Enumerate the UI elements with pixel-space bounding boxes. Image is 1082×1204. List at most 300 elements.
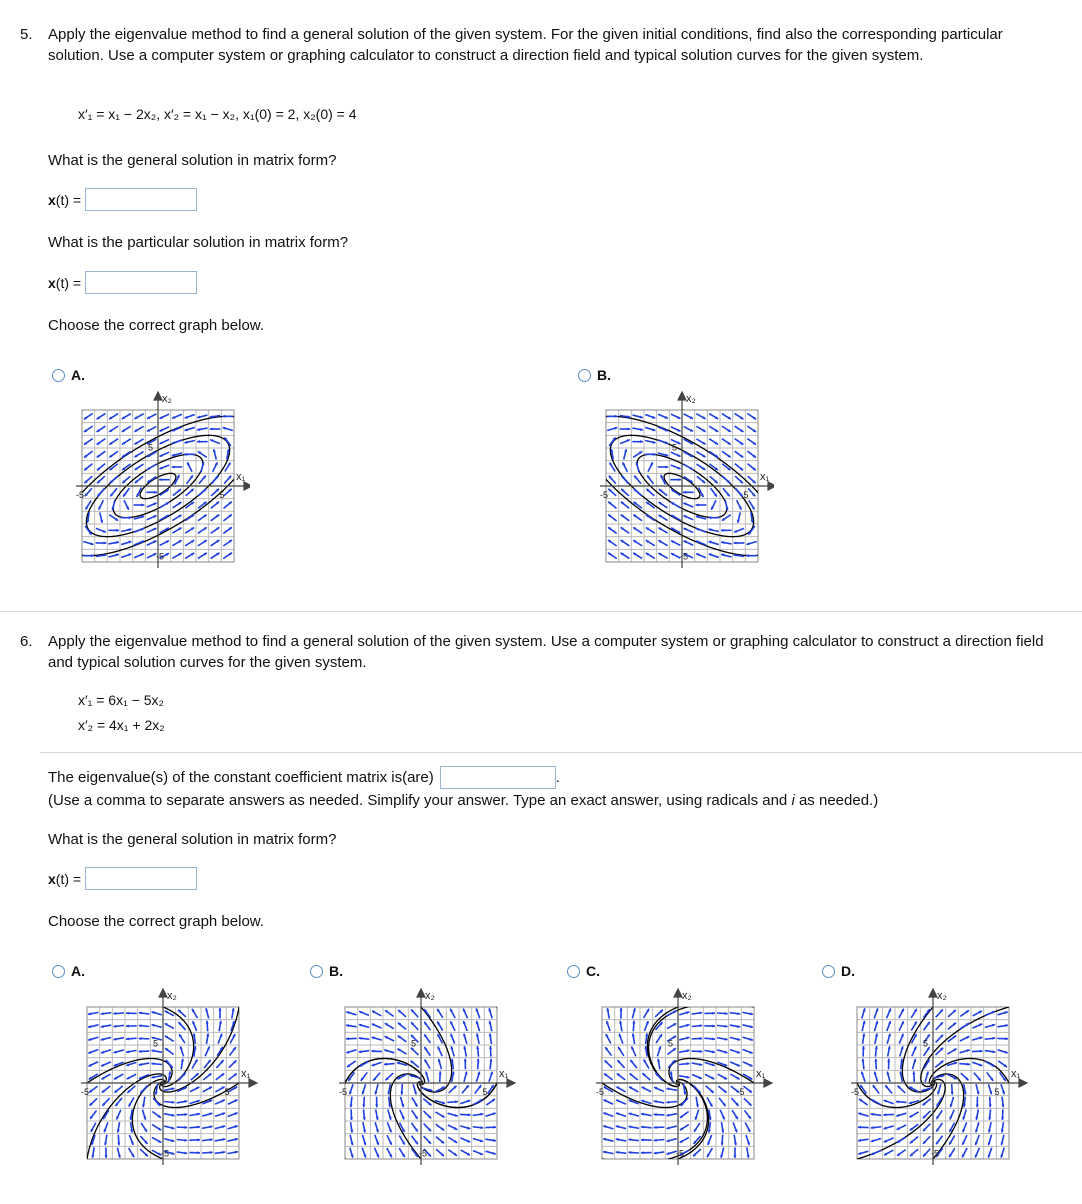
field-arrow xyxy=(887,1021,891,1031)
field-arrow xyxy=(147,464,156,469)
field-arrow xyxy=(122,476,130,483)
field-arrow xyxy=(748,526,754,535)
q6-graph-question: Choose the correct graph below. xyxy=(48,913,264,930)
field-arrow xyxy=(692,1075,702,1080)
tick-label-x-pos: 5 xyxy=(219,490,225,500)
divider xyxy=(0,611,1082,612)
field-arrow xyxy=(411,1022,418,1030)
field-arrow xyxy=(696,426,705,431)
field-arrow xyxy=(387,1122,391,1132)
field-arrow xyxy=(608,502,616,509)
field-arrow xyxy=(603,1151,613,1154)
field-arrow xyxy=(199,476,206,484)
field-arrow xyxy=(424,1022,430,1031)
radio-button[interactable] xyxy=(822,965,835,978)
field-arrow xyxy=(859,1099,868,1105)
field-arrow xyxy=(743,1037,753,1041)
field-arrow xyxy=(210,439,220,443)
solution-curve xyxy=(162,1007,194,1087)
field-arrow xyxy=(737,513,740,523)
field-arrow xyxy=(709,553,719,557)
field-arrow xyxy=(122,439,131,445)
field-arrow xyxy=(178,1073,185,1081)
field-arrow xyxy=(412,1097,417,1106)
field-arrow xyxy=(646,527,655,533)
field-arrow xyxy=(668,1060,675,1068)
field-arrow xyxy=(201,462,204,472)
q6-eigen-row xyxy=(48,766,560,789)
field-arrow xyxy=(359,1050,370,1053)
field-arrow xyxy=(658,515,667,521)
field-arrow xyxy=(109,554,119,558)
field-arrow xyxy=(141,1123,147,1132)
field-arrow xyxy=(109,451,118,457)
field-arrow xyxy=(735,464,743,471)
q5-particular-question: What is the particular solution in matrix form? xyxy=(48,234,349,251)
field-arrow xyxy=(121,541,131,545)
field-arrow xyxy=(164,1139,174,1143)
field-arrow xyxy=(108,529,119,532)
field-arrow xyxy=(173,502,182,508)
field-arrow xyxy=(88,1037,98,1041)
field-arrow xyxy=(151,1049,161,1052)
field-arrow xyxy=(720,1110,725,1120)
field-arrow xyxy=(146,491,157,494)
field-arrow xyxy=(165,1048,174,1054)
field-arrow xyxy=(223,540,232,546)
field-arrow xyxy=(140,1136,147,1144)
field-arrow xyxy=(621,527,630,533)
field-arrow xyxy=(899,1009,904,1018)
radio-button[interactable] xyxy=(567,965,580,978)
field-arrow xyxy=(721,1122,724,1132)
field-arrow xyxy=(899,1034,903,1044)
field-arrow xyxy=(229,1047,235,1055)
tick-label-x-neg: -5 xyxy=(81,1087,90,1097)
field-arrow xyxy=(85,526,91,535)
field-arrow xyxy=(153,1098,160,1106)
field-arrow xyxy=(692,1011,703,1014)
field-arrow xyxy=(900,1046,904,1056)
field-arrow xyxy=(211,527,220,533)
field-arrow xyxy=(435,1112,444,1117)
field-arrow xyxy=(683,515,693,520)
field-arrow xyxy=(99,500,104,510)
field-arrow xyxy=(177,1100,187,1103)
q5-particular-answer-input[interactable] xyxy=(85,271,197,294)
field-arrow xyxy=(972,1037,982,1041)
field-arrow xyxy=(748,464,756,471)
field-arrow xyxy=(463,1008,468,1018)
field-arrow xyxy=(385,1036,395,1041)
field-arrow xyxy=(179,1034,185,1043)
field-arrow xyxy=(747,451,755,457)
field-arrow xyxy=(858,1126,869,1129)
field-arrow xyxy=(362,1135,366,1145)
field-arrow xyxy=(116,1110,121,1120)
field-arrow xyxy=(680,1137,689,1142)
field-arrow xyxy=(960,1010,969,1016)
field-arrow xyxy=(436,1137,444,1144)
field-arrow xyxy=(644,1059,649,1068)
tick-label-x-neg: -5 xyxy=(76,490,85,500)
radio-button[interactable] xyxy=(52,369,65,382)
field-arrow xyxy=(113,1038,123,1041)
field-arrow xyxy=(159,478,170,481)
field-arrow xyxy=(633,415,643,419)
phase-plane-svg xyxy=(330,983,520,1173)
field-arrow xyxy=(475,1085,481,1093)
field-arrow xyxy=(372,1062,382,1066)
field-arrow xyxy=(730,1025,740,1028)
x1-axis-label: x₁ xyxy=(756,1068,766,1080)
field-arrow xyxy=(704,1025,715,1028)
radio-button[interactable] xyxy=(310,965,323,978)
field-arrow xyxy=(949,1148,955,1157)
field-arrow xyxy=(189,1126,200,1129)
field-arrow xyxy=(671,489,680,495)
field-arrow xyxy=(215,1112,225,1116)
field-arrow xyxy=(385,1010,394,1016)
q5-general-answer-input[interactable] xyxy=(85,188,197,211)
field-arrow xyxy=(186,475,192,484)
field-arrow xyxy=(607,415,618,418)
field-arrow xyxy=(862,1059,865,1070)
field-arrow xyxy=(223,553,232,559)
field-arrow xyxy=(862,1008,866,1018)
field-arrow xyxy=(987,1072,993,1080)
field-arrow xyxy=(718,1086,726,1093)
field-arrow xyxy=(633,515,642,521)
field-arrow xyxy=(152,1011,162,1015)
x2-axis-label: x₂ xyxy=(167,990,177,1002)
field-arrow xyxy=(424,1124,431,1132)
field-arrow xyxy=(680,1112,689,1118)
field-arrow xyxy=(717,1012,728,1015)
field-arrow xyxy=(696,1097,699,1107)
field-arrow xyxy=(858,1151,868,1155)
radio-button[interactable] xyxy=(578,369,591,382)
tick-label-y-neg: -5 xyxy=(680,551,689,562)
field-arrow xyxy=(363,1109,366,1120)
field-arrow xyxy=(644,1009,649,1018)
field-arrow xyxy=(630,1073,638,1080)
field-arrow xyxy=(603,1125,613,1129)
tick-label-x-neg: -5 xyxy=(339,1087,348,1097)
field-arrow xyxy=(84,439,93,445)
field-arrow xyxy=(671,414,681,419)
field-arrow xyxy=(936,1022,943,1030)
field-arrow xyxy=(949,1135,954,1144)
field-arrow xyxy=(139,1011,150,1014)
q5-general-question: What is the general solution in matrix form? xyxy=(48,152,337,169)
field-arrow xyxy=(734,528,744,532)
tick-label-y-pos: 5 xyxy=(411,1038,417,1049)
radio-button[interactable] xyxy=(52,965,65,978)
field-arrow xyxy=(160,540,169,545)
field-arrow xyxy=(603,1138,613,1141)
field-arrow xyxy=(871,1126,882,1129)
field-arrow xyxy=(973,1011,982,1016)
field-arrow xyxy=(923,1149,930,1157)
field-arrow xyxy=(654,1100,664,1103)
field-arrow xyxy=(385,1023,394,1029)
field-arrow xyxy=(985,1037,996,1040)
field-arrow xyxy=(476,1046,479,1057)
field-arrow xyxy=(633,527,642,533)
field-arrow xyxy=(129,1135,133,1145)
x1-axis-label: x₁ xyxy=(241,1068,251,1080)
field-arrow xyxy=(858,1139,869,1142)
field-arrow xyxy=(121,516,132,519)
field-arrow xyxy=(641,1126,652,1129)
field-arrow xyxy=(985,1050,996,1053)
field-arrow xyxy=(206,1021,209,1032)
q6-option-b[interactable]: B. xyxy=(310,963,343,979)
field-arrow xyxy=(747,1147,750,1157)
tick-label-y-pos: 5 xyxy=(148,442,154,453)
field-arrow xyxy=(147,477,156,483)
q6-option-a[interactable]: A. xyxy=(52,963,85,979)
field-arrow xyxy=(641,1151,652,1154)
field-arrow xyxy=(165,1023,174,1028)
field-arrow xyxy=(172,553,181,558)
field-arrow xyxy=(709,414,718,419)
field-arrow xyxy=(126,1012,137,1015)
field-arrow xyxy=(616,1138,626,1141)
field-arrow xyxy=(874,1072,878,1082)
field-arrow xyxy=(910,1124,919,1130)
field-arrow xyxy=(88,1012,98,1015)
field-arrow xyxy=(730,1050,740,1054)
field-arrow xyxy=(654,1151,665,1154)
field-arrow xyxy=(192,1059,197,1068)
field-arrow xyxy=(936,1136,942,1145)
field-arrow xyxy=(151,1076,161,1079)
q6-eigen-hint: (Use a comma to separate answers as needed. Simplify your answer. Type an exact answer, using radicals and i as needed.) xyxy=(48,792,879,809)
tick-label-x-pos: 5 xyxy=(994,1087,1000,1097)
field-arrow xyxy=(658,465,669,468)
field-arrow xyxy=(202,1113,212,1117)
field-arrow xyxy=(110,476,118,483)
field-arrow xyxy=(102,1086,110,1093)
field-arrow xyxy=(871,1151,881,1155)
field-arrow xyxy=(717,1050,727,1054)
field-arrow xyxy=(450,1009,455,1018)
field-arrow xyxy=(476,1021,480,1031)
field-arrow xyxy=(219,1021,222,1031)
field-arrow xyxy=(912,1059,916,1069)
field-arrow xyxy=(642,1073,650,1080)
field-arrow xyxy=(152,1125,161,1131)
field-arrow xyxy=(152,1137,161,1142)
field-arrow xyxy=(679,1049,689,1052)
field-arrow xyxy=(476,1033,479,1043)
field-arrow xyxy=(884,1138,894,1143)
field-arrow xyxy=(654,1113,665,1116)
field-arrow xyxy=(684,414,693,419)
field-arrow xyxy=(197,415,207,419)
field-arrow xyxy=(350,1109,353,1120)
field-arrow xyxy=(730,1012,741,1015)
field-arrow xyxy=(359,1011,369,1015)
field-arrow xyxy=(102,1098,109,1106)
field-arrow xyxy=(448,1137,457,1143)
field-arrow xyxy=(122,426,131,432)
field-arrow xyxy=(473,1151,483,1155)
field-arrow xyxy=(147,541,157,546)
field-arrow xyxy=(184,453,195,456)
field-arrow xyxy=(696,528,706,532)
q6-option-c[interactable]: C. xyxy=(567,963,600,979)
field-arrow xyxy=(707,1097,712,1106)
field-arrow xyxy=(412,1123,418,1132)
q6-graph-d xyxy=(842,983,1032,1173)
field-arrow xyxy=(113,1012,124,1015)
field-arrow xyxy=(646,515,655,521)
field-arrow xyxy=(657,1059,660,1069)
field-arrow xyxy=(122,414,131,419)
field-arrow xyxy=(185,427,195,431)
field-arrow xyxy=(198,540,207,546)
q6-eigen-input[interactable] xyxy=(440,766,556,789)
field-arrow xyxy=(185,415,195,419)
field-arrow xyxy=(684,452,693,457)
field-arrow xyxy=(346,1011,356,1015)
field-arrow xyxy=(411,1009,418,1017)
field-arrow xyxy=(695,1110,699,1120)
field-arrow xyxy=(679,1062,690,1065)
field-arrow xyxy=(696,452,705,458)
field-arrow xyxy=(621,553,630,559)
field-arrow xyxy=(215,1100,225,1105)
q5-number: 5. xyxy=(20,26,33,43)
field-arrow xyxy=(683,491,694,494)
q5-option-a[interactable]: A. xyxy=(52,367,85,383)
field-arrow xyxy=(129,1148,134,1157)
field-arrow xyxy=(960,1023,969,1029)
field-arrow xyxy=(692,1037,703,1040)
field-arrow xyxy=(202,1151,213,1154)
q5-prompt: Apply the eigenvalue method to find a general solution of the given system. For the given initial conditions, find also the corresponding particular solution. Use a computer system or graphing calculator to construct a direction field and typical solution curves for the given system. xyxy=(48,26,1003,64)
field-arrow xyxy=(975,1122,979,1132)
field-arrow xyxy=(883,1113,894,1116)
field-arrow xyxy=(177,1113,188,1116)
field-arrow xyxy=(224,502,232,509)
q5-general-answer-row xyxy=(48,188,197,211)
q5-equation: x′₁ = x₁ − 2x₂, x′₂ = x₁ − x₂, x₁(0) = 2, x₂(0) = 4 xyxy=(78,106,357,122)
field-arrow xyxy=(684,541,694,546)
q6-general-answer-input[interactable] xyxy=(85,867,197,890)
field-arrow xyxy=(747,542,757,546)
field-arrow xyxy=(937,1084,941,1094)
field-arrow xyxy=(862,1021,865,1031)
field-arrow xyxy=(962,1135,967,1145)
field-arrow xyxy=(363,1122,366,1132)
field-arrow xyxy=(448,1125,458,1130)
field-arrow xyxy=(172,440,182,444)
field-arrow xyxy=(213,462,218,472)
field-arrow xyxy=(976,1084,979,1094)
field-arrow xyxy=(723,488,730,496)
field-arrow xyxy=(634,489,642,496)
field-arrow xyxy=(142,1097,145,1107)
field-arrow xyxy=(748,488,755,496)
field-arrow xyxy=(730,1037,740,1040)
field-arrow xyxy=(438,1059,442,1069)
field-arrow xyxy=(139,1050,150,1053)
field-arrow xyxy=(189,1138,200,1141)
field-arrow xyxy=(985,1061,994,1066)
field-arrow xyxy=(84,451,92,457)
field-arrow xyxy=(681,1098,688,1106)
field-arrow xyxy=(608,514,616,520)
field-arrow xyxy=(172,465,183,468)
field-arrow xyxy=(735,413,744,419)
field-arrow xyxy=(632,1033,635,1043)
field-arrow xyxy=(862,1033,865,1044)
field-arrow xyxy=(177,1126,188,1129)
field-arrow xyxy=(897,1125,907,1130)
field-arrow xyxy=(948,1010,956,1017)
field-arrow xyxy=(711,500,716,510)
phase-plane-svg xyxy=(72,983,262,1173)
field-arrow xyxy=(671,515,680,520)
field-arrow xyxy=(748,476,756,483)
x1-axis-label: x₁ xyxy=(499,1068,509,1080)
q6-option-d[interactable]: D. xyxy=(822,963,855,979)
field-arrow xyxy=(684,477,693,483)
field-arrow xyxy=(112,500,115,510)
field-arrow xyxy=(871,1099,880,1104)
field-arrow xyxy=(486,1151,496,1155)
field-arrow xyxy=(97,413,106,419)
q5-option-b[interactable]: B. xyxy=(578,367,611,383)
field-arrow xyxy=(151,1062,162,1065)
phase-plane-svg xyxy=(594,385,774,575)
field-arrow xyxy=(658,414,668,418)
field-arrow xyxy=(912,1046,917,1056)
field-arrow xyxy=(177,1139,188,1142)
field-arrow xyxy=(164,1114,174,1117)
field-arrow xyxy=(666,1101,677,1104)
field-arrow xyxy=(147,515,157,520)
field-arrow xyxy=(654,1087,664,1092)
field-arrow xyxy=(411,1048,419,1055)
field-arrow xyxy=(172,528,181,533)
field-arrow xyxy=(96,541,107,544)
field-arrow xyxy=(742,1025,752,1028)
field-arrow xyxy=(211,502,219,509)
field-arrow xyxy=(936,1035,943,1043)
field-arrow xyxy=(152,1024,162,1028)
field-arrow xyxy=(609,437,615,446)
field-arrow xyxy=(438,1046,443,1056)
field-arrow xyxy=(975,1109,978,1119)
field-arrow xyxy=(950,1097,954,1107)
field-arrow xyxy=(975,1135,979,1145)
field-arrow xyxy=(372,1011,381,1016)
field-arrow xyxy=(704,1012,715,1015)
tick-label-y-neg: -5 xyxy=(931,1148,940,1159)
field-arrow xyxy=(608,553,617,559)
field-arrow xyxy=(413,1084,417,1094)
field-arrow xyxy=(743,1049,753,1053)
field-arrow xyxy=(172,515,181,521)
field-arrow xyxy=(641,1113,651,1116)
field-arrow xyxy=(961,1073,969,1080)
field-arrow xyxy=(375,1122,379,1132)
